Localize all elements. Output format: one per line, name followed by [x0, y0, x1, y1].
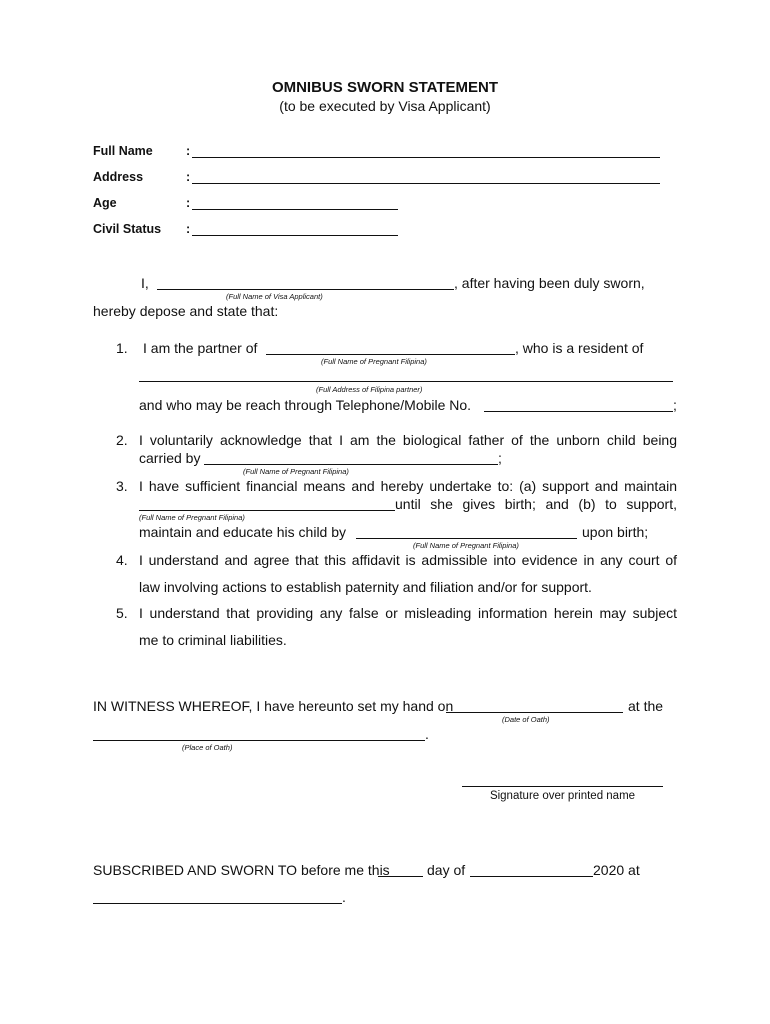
full-name-label: Full Name [93, 144, 153, 158]
caption-pregnant-2: (Full Name of Pregnant Filipina) [243, 467, 349, 476]
phone-line[interactable] [484, 411, 673, 412]
document-subtitle: (to be executed by Visa Applicant) [279, 98, 491, 114]
intro-after-sworn: , after having been duly sworn, [454, 275, 645, 291]
child-educator-line[interactable] [356, 538, 577, 539]
item-3-text-a: I have sufficient financial means and hereby undertake to: (a) support and maintain [139, 478, 677, 494]
document-title: OMNIBUS SWORN STATEMENT [271, 79, 499, 96]
witness-text: IN WITNESS WHEREOF, I have hereunto set my hand on [93, 698, 454, 714]
item-1-text-b: , who is a resident of [515, 340, 644, 356]
applicant-name-line[interactable] [157, 289, 454, 290]
oath-date-line[interactable] [446, 712, 623, 713]
subscribed-text: SUBSCRIBED AND SWORN TO before me this [93, 862, 390, 878]
carried-by-line[interactable] [204, 464, 498, 465]
item-3-number: 3. [116, 478, 128, 494]
intro-hereby: hereby depose and state that: [93, 303, 279, 319]
item-5-text-b: me to criminal liabilities. [139, 632, 287, 648]
caption-pregnant-4: (Full Name of Pregnant Filipina) [413, 541, 519, 550]
age-line[interactable] [192, 209, 398, 210]
witness-at-the: at the [628, 698, 664, 714]
address-line[interactable] [192, 183, 660, 184]
item-1-text-a: I am the partner of [143, 340, 258, 356]
item-2-text-b: carried by [139, 450, 201, 466]
item-3-text-b: until she gives birth; and (b) to support, [395, 496, 677, 512]
caption-pregnant-3: (Full Name of Pregnant Filipina) [139, 513, 245, 522]
civil-status-colon: : [186, 222, 191, 236]
subscribed-month-line[interactable] [470, 876, 593, 877]
subscribed-day-line[interactable] [378, 876, 423, 877]
item-1-number: 1. [116, 340, 128, 356]
subscribed-day-of: day of [427, 862, 466, 878]
subscribed-place-line[interactable] [93, 903, 342, 904]
full-name-line[interactable] [192, 157, 660, 158]
intro-i: I, [141, 275, 149, 291]
partner-name-line[interactable] [266, 354, 515, 355]
subscribed-year-at: 2020 at [593, 862, 640, 878]
signature-line[interactable] [462, 786, 663, 787]
item-1-semicolon: ; [673, 397, 677, 413]
caption-date: (Date of Oath) [502, 715, 550, 724]
signature-label: Signature over printed name [489, 790, 636, 802]
full-name-colon: : [186, 144, 191, 158]
civil-status-label: Civil Status [93, 222, 162, 236]
address-colon: : [186, 170, 191, 184]
item-2-text-a: I voluntarily acknowledge that I am the biological father of the unborn child being [139, 432, 677, 448]
address-label: Address [93, 170, 144, 184]
age-label: Age [93, 196, 117, 210]
caption-pregnant-1: (Full Name of Pregnant Filipina) [321, 357, 427, 366]
item-3-text-c: maintain and educate his child by [139, 524, 347, 540]
item-2-semicolon: ; [498, 450, 502, 466]
caption-place: (Place of Oath) [182, 743, 233, 752]
partner-address-line[interactable] [139, 381, 673, 382]
civil-status-line[interactable] [192, 235, 398, 236]
item-1-text-c: and who may be reach through Telephone/Mobile No. [139, 397, 472, 413]
caption-address: (Full Address of Filipina partner) [316, 385, 423, 394]
subscribed-period: . [342, 889, 346, 905]
item-4-text-a: I understand and agree that this affidavit is admissible into evidence in any court of [139, 552, 677, 568]
item-5-number: 5. [116, 605, 128, 621]
item-5-text-a: I understand that providing any false or misleading information herein may subject [139, 605, 677, 621]
oath-place-line[interactable] [93, 740, 425, 741]
age-colon: : [186, 196, 191, 210]
item-2-number: 2. [116, 432, 128, 448]
witness-period: . [425, 726, 429, 742]
item-3-text-d: upon birth; [582, 524, 649, 540]
item-4-text-b: law involving actions to establish paternity and filiation and/or for support. [139, 579, 592, 595]
item-4-number: 4. [116, 552, 128, 568]
caption-applicant: (Full Name of Visa Applicant) [226, 292, 323, 301]
support-name-line[interactable] [139, 510, 395, 511]
